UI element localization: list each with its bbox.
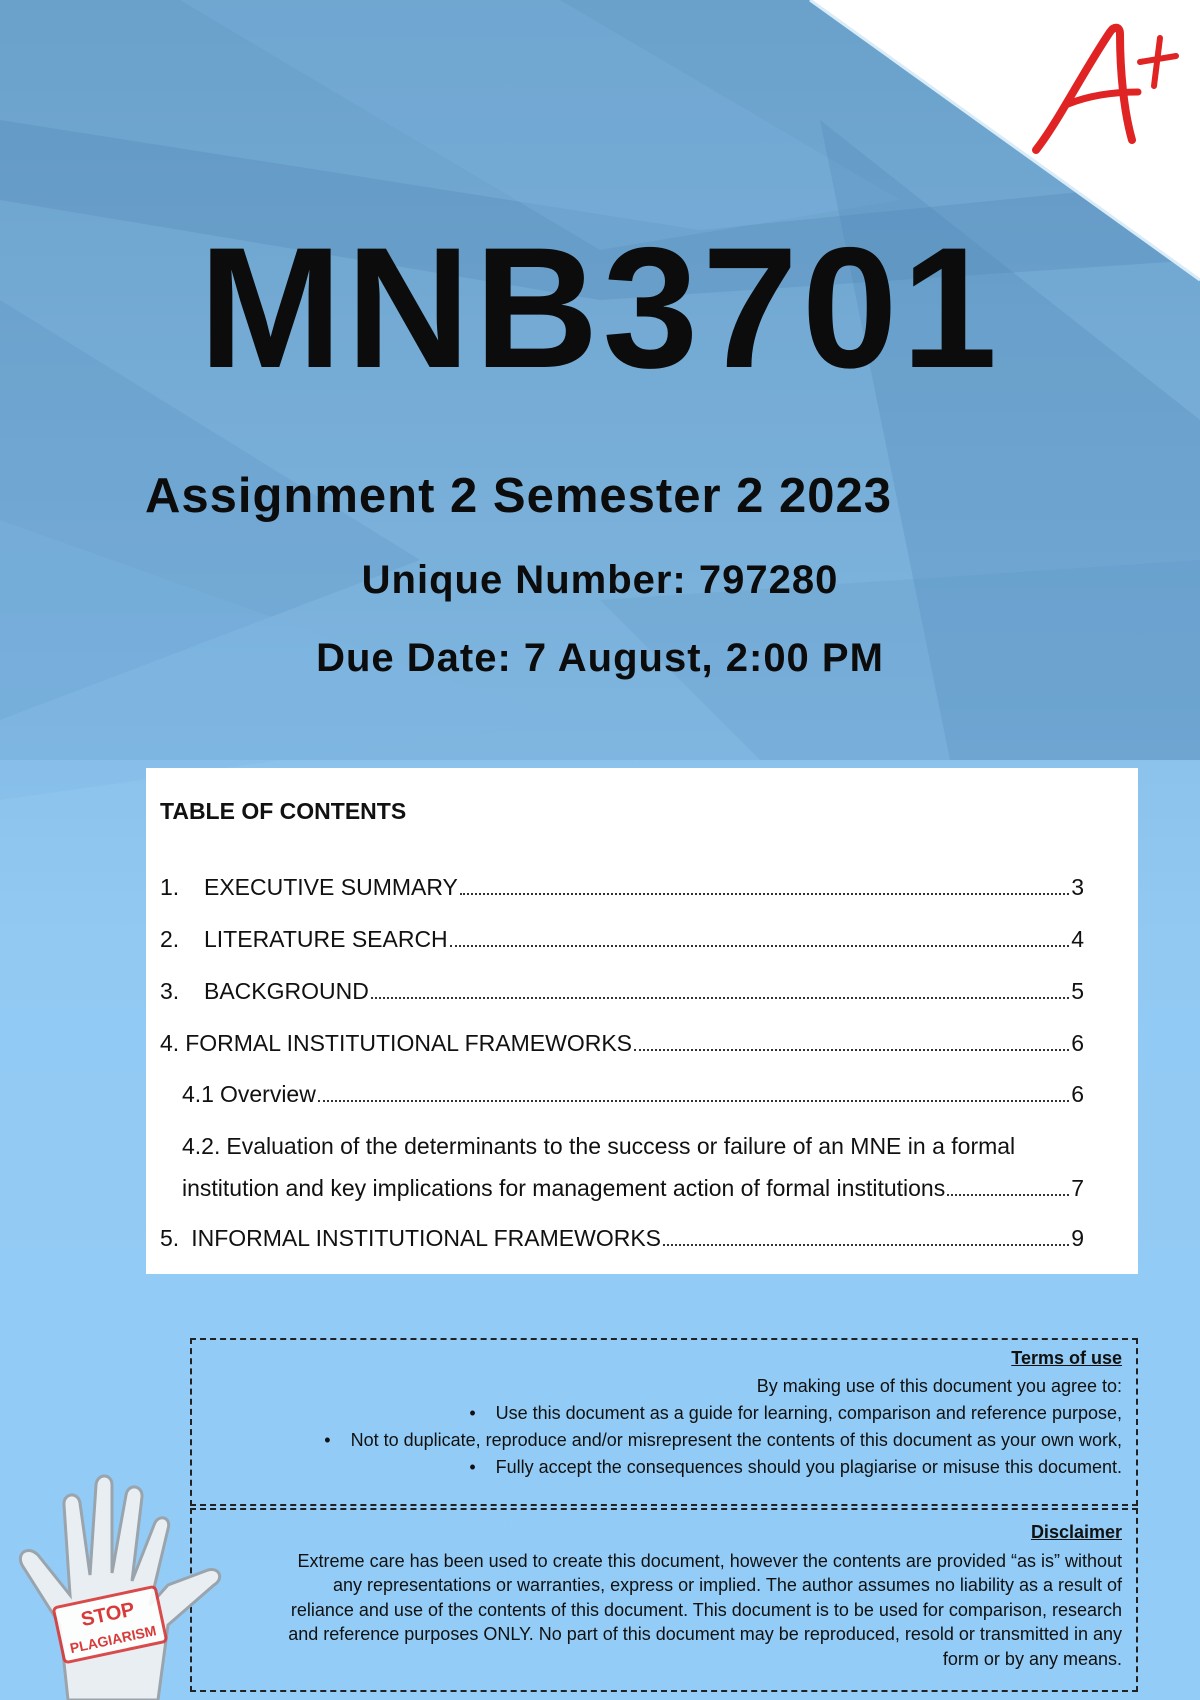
assignment-subtitle: Assignment 2 Semester 2 2023 [145, 469, 893, 523]
toc-leader-dots [371, 997, 1069, 999]
toc-entry-page: 9 [1071, 1225, 1084, 1251]
a-plus-grade-mark [1028, 12, 1188, 162]
disclaimer-title: Disclaimer [1030, 1522, 1122, 1542]
toc-entry-number: 4.2. [182, 1133, 221, 1159]
disclaimer-line: reliance and use of the contents of this document. This document is to be used for comparison, research [290, 1599, 1122, 1620]
toc-entry-label: EXECUTIVE SUMMARY [204, 874, 458, 900]
toc-entry-number: 2. [160, 926, 180, 952]
unique-number: Unique Number: 797280 [361, 558, 839, 602]
terms-of-use-box [190, 1338, 1138, 1506]
stop-plagiarism-hand-icon [8, 1455, 238, 1700]
terms-bullet: • Fully accept the consequences should you plagiarise or misuse this document. [469, 1457, 1122, 1477]
table-of-contents [146, 768, 1138, 1274]
terms-title: Terms of use [1011, 1348, 1122, 1368]
toc-entry[interactable] [182, 1133, 1084, 1160]
toc-entry-label: LITERATURE SEARCH [204, 926, 448, 952]
terms-bullet: • Not to duplicate, reproduce and/or misrepresent the contents of this document as your own work, [324, 1430, 1122, 1450]
plagiarism-text: PLAGIARISM [68, 1622, 158, 1657]
disclaimer-line: any representations or warranties, express or implied. The author assumes no liability as a result of [332, 1575, 1122, 1595]
due-date: Due Date: 7 August, 2:00 PM [316, 636, 884, 680]
toc-entry-continuation[interactable] [182, 1175, 1084, 1202]
toc-entry-page: 6 [1071, 1081, 1084, 1107]
toc-entry-page: 7 [1071, 1175, 1084, 1201]
terms-bullet: • Use this document as a guide for learning, comparison and reference purpose, [469, 1403, 1122, 1423]
toc-heading: TABLE OF CONTENTS [160, 798, 407, 824]
toc-leader-dots [947, 1194, 1069, 1196]
toc-leader-dots [318, 1100, 1069, 1102]
toc-entry-number: 5. [160, 1225, 180, 1251]
toc-entry-page: 5 [1071, 978, 1084, 1004]
disclaimer-line: Extreme care has been used to create this document, however the contents are provided “as is” without [297, 1550, 1122, 1571]
toc-entry-label: Overview [219, 1081, 316, 1107]
toc-entry-page: 4 [1071, 926, 1084, 952]
toc-entry-label: Evaluation of the determinants to the success or failure of an MNE in a formal [226, 1133, 1016, 1159]
toc-leader-dots [450, 945, 1070, 947]
toc-entry-label-line2: institution and key implications for management action of formal institutions [182, 1175, 946, 1201]
toc-entry-page: 3 [1071, 874, 1084, 900]
toc-leader-dots [663, 1244, 1069, 1246]
toc-entry-label: INFORMAL INSTITUTIONAL FRAMEWORKS [191, 1225, 662, 1251]
toc-leader-dots [460, 893, 1069, 895]
course-code-title: MNB3701 [198, 212, 1002, 404]
toc-entry-number: 1. [160, 874, 180, 900]
disclaimer-box [190, 1508, 1138, 1692]
toc-entry-label: BACKGROUND [204, 978, 369, 1004]
toc-entry-page: 6 [1071, 1030, 1084, 1056]
toc-entry[interactable] [160, 874, 1084, 901]
toc-entry-label: FORMAL INSTITUTIONAL FRAMEWORKS [185, 1030, 633, 1056]
toc-entry[interactable] [182, 1081, 1084, 1108]
terms-intro: By making use of this document you agree to: [756, 1376, 1122, 1396]
toc-entry[interactable] [160, 926, 1084, 953]
toc-entry[interactable] [160, 978, 1084, 1005]
disclaimer-line: and reference purposes ONLY. No part of this document may be reproduced, resold or transmitted in any [288, 1624, 1122, 1644]
toc-entry-number: 3. [160, 978, 180, 1004]
toc-leader-dots [634, 1049, 1069, 1051]
toc-entry-number: 4.1 [182, 1081, 214, 1107]
toc-entry-number: 4. [160, 1030, 180, 1056]
stop-text: STOP [79, 1598, 137, 1632]
disclaimer-line: form or by any means. [942, 1648, 1122, 1669]
toc-entry[interactable] [160, 1225, 1084, 1252]
toc-entry[interactable] [160, 1030, 1084, 1057]
